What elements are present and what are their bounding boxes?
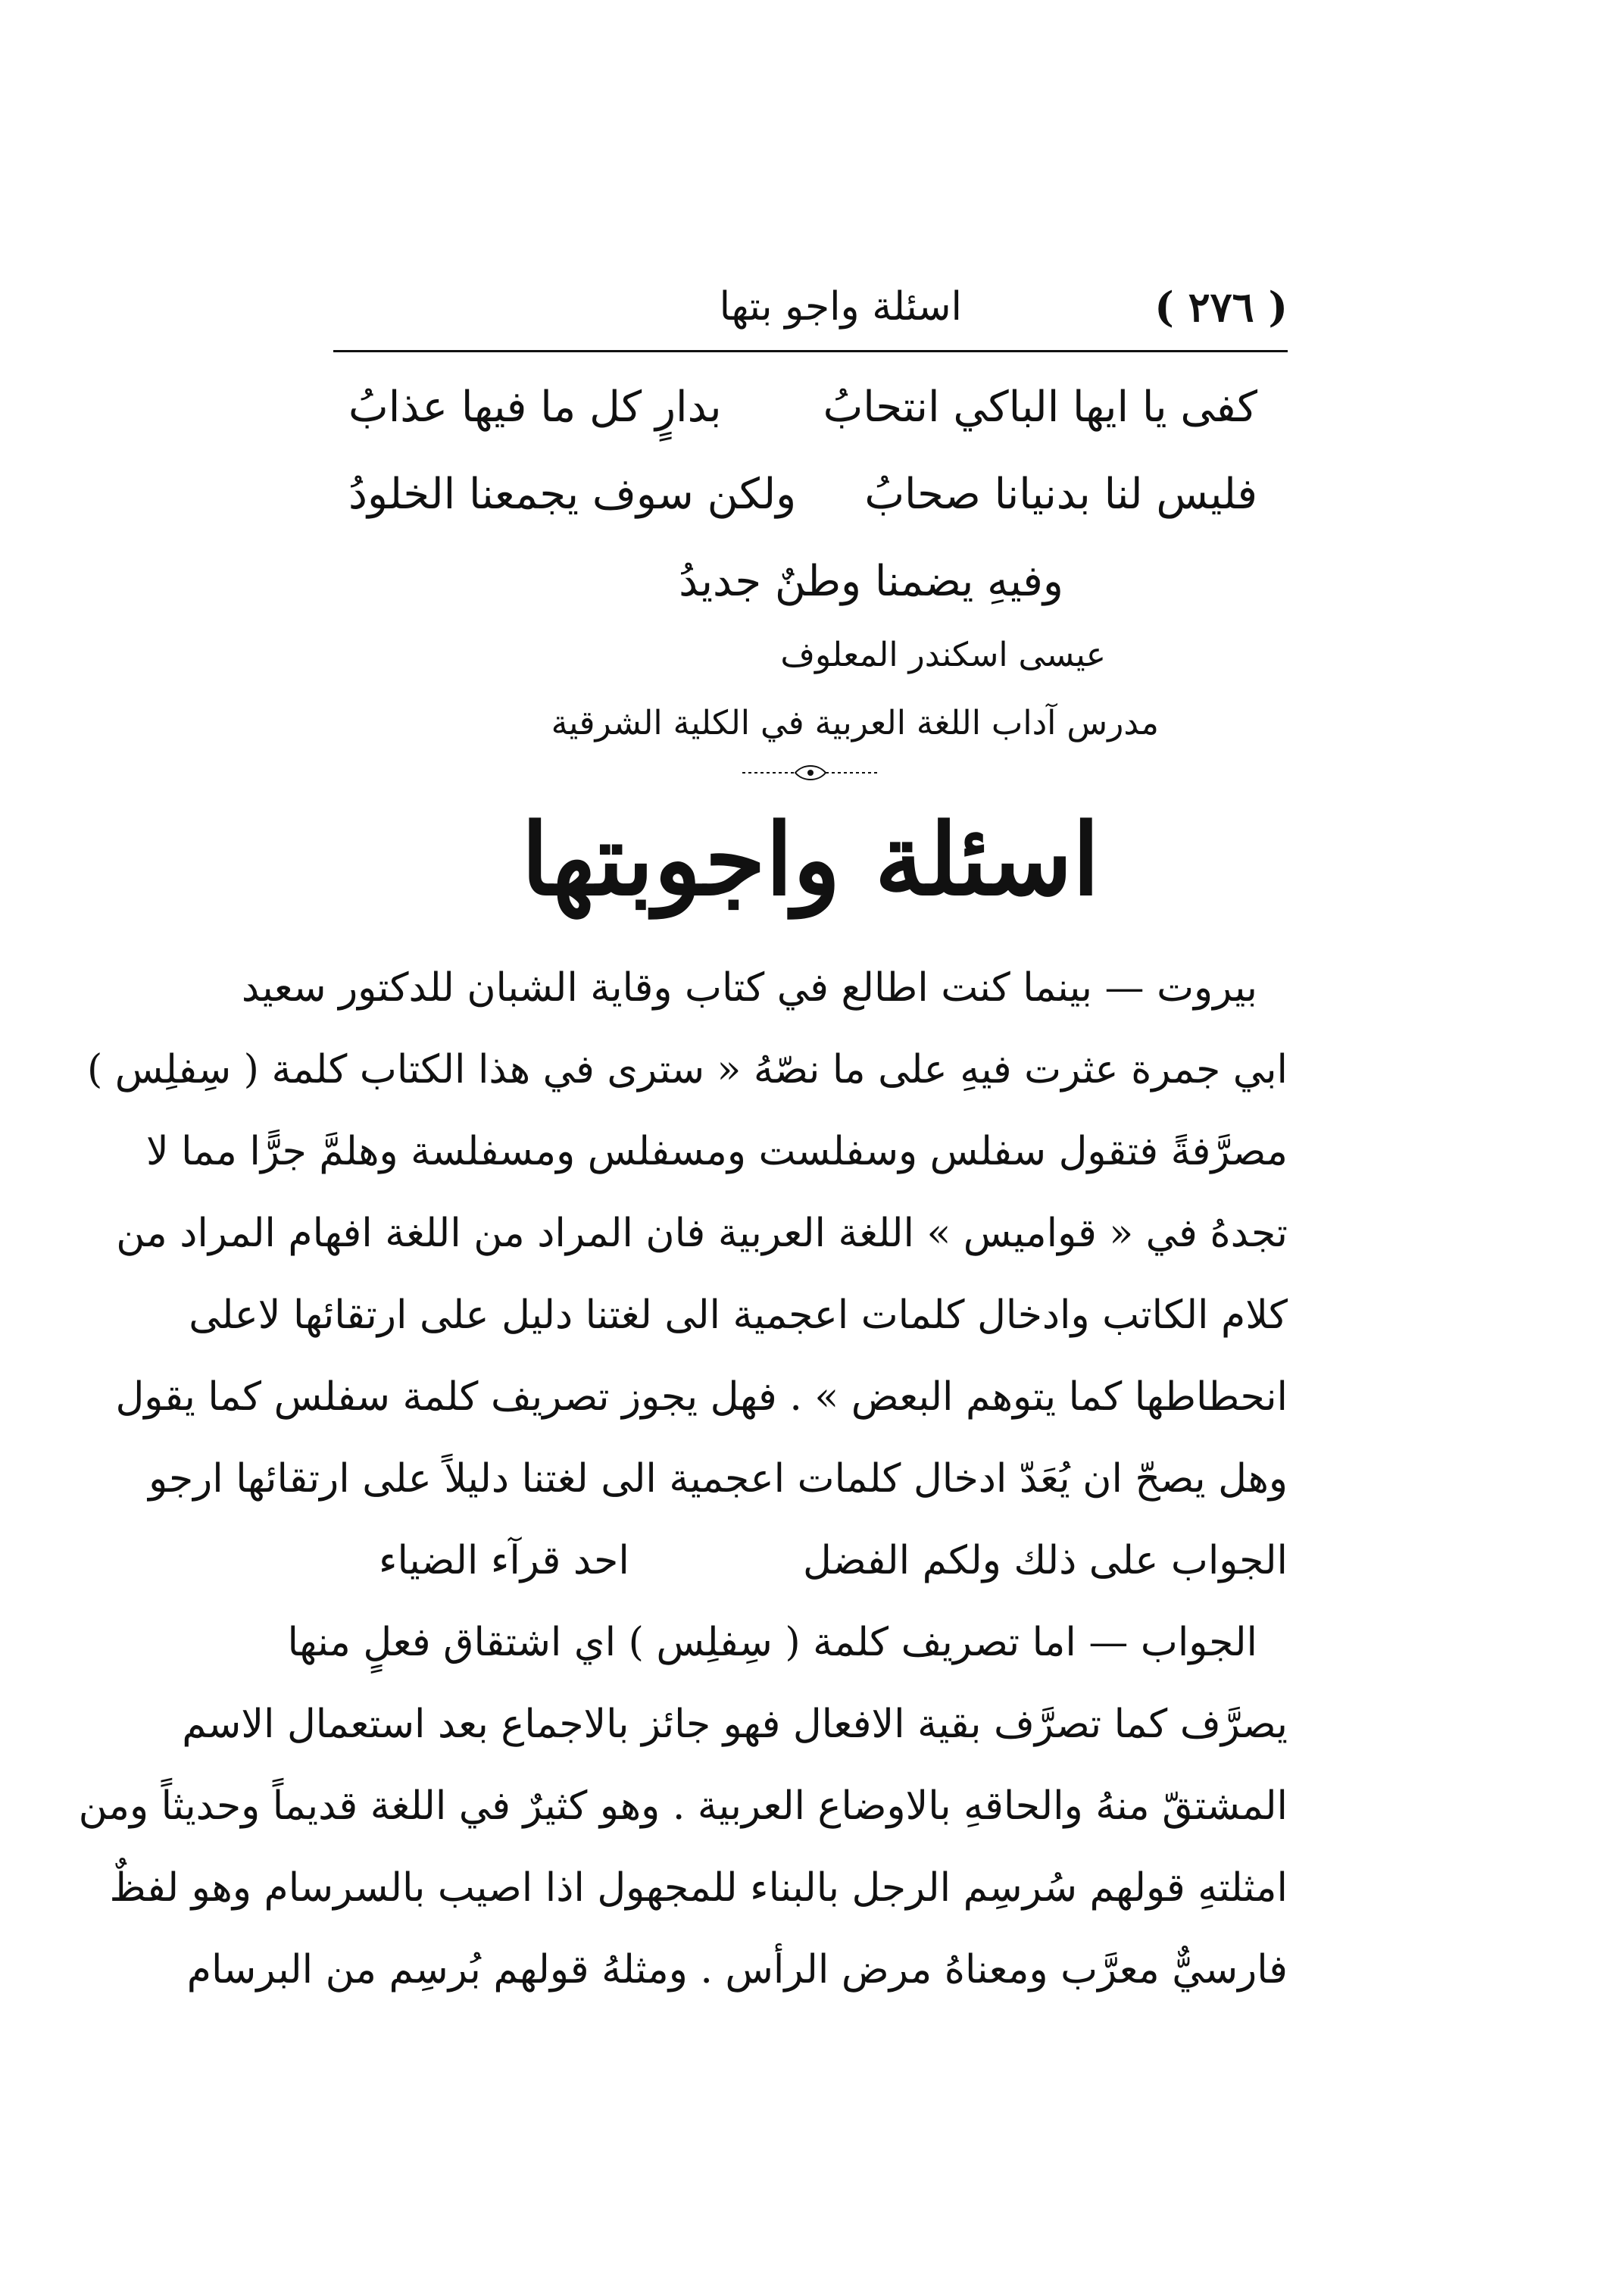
verse-first-hemistich: كفى يا ايها الباكي انتحابُ [823,383,1257,432]
section-title: اسئلة واجوبتها [521,802,1100,917]
header-title: اسئلة واجو بتها [719,284,962,330]
question-signer: احد قرآء الضياء [379,1538,629,1583]
question-line: ابي جمرة عثرت فيهِ على ما نصّهُ « سترى في هذا الكتاب كلمة ( سِفلِس ) [86,1047,1288,1092]
answer-line: الجواب — اما تصريف كلمة ( سِفلِس ) اي اشتقاق فعلٍ منها [287,1620,1257,1665]
verse-final-line: وفيهِ يضمنا وطنٌ جديدُ [679,557,1063,606]
author-name: عيسى اسكندر المعلوف [780,636,1106,674]
body-text [78,947,1288,2011]
verse-second-hemistich: ولكن سوف يجمعنا الخلودُ [348,470,797,519]
question-line: تجدهُ في « قواميس » اللغة العربية فان المراد من اللغة افهام المراد من [116,1211,1288,1256]
header-rule [333,350,1288,352]
question-last-line [333,1520,1288,1602]
page-number: ( ٢٧٦ ) [1154,283,1288,331]
running-header [333,273,1288,341]
question-line: وهل يصحّ ان يُعَدّ ادخال كلمات اعجمية الى لغتنا دليلاً على ارتقائها ارجو [148,1456,1288,1502]
verse-first-hemistich: فليس لنا بدنيانا صحابُ [864,470,1257,519]
question-line: مصرَّفةً فتقول سفلس وسفلست ومسفلس ومسفلسة وهلمَّ جرًّا مما لا [145,1129,1288,1174]
poem [348,364,1257,625]
answer-line: فارسيٌّ معرَّب ومعناهُ مرض الرأس . ومثلهُ قولهم بُرسِم من البرسام [186,1947,1288,1993]
question-closing: الجواب على ذلك ولكم الفضل [803,1538,1288,1583]
answer-line: يصرَّف كما تصرَّف بقية الافعال فهو جائز بالاجماع بعد استعمال الاسم [182,1702,1288,1747]
question-line: كلام الكاتب وادخال كلمات اعجمية الى لغتنا دليل على ارتقائها لاعلى [189,1292,1288,1338]
answer [78,1602,1288,2011]
question-line: انحطاطها كما يتوهم البعض » . فهل يجوز تصريف كلمة سفلس كما يقول [115,1374,1288,1420]
answer-line: المشتقّ منهُ والحاقهِ بالاوضاع العربية . وهو كثيرٌ في اللغة قديماً وحديثاً ومن [78,1783,1288,1829]
author-title: مدرس آداب اللغة العربية في الكلية الشرقية [551,704,1159,742]
answer-line: امثلتهِ قولهم سُرسِم الرجل بالبناء للمجهول اذا اصيب بالسرسام وهو لفظٌ [109,1865,1288,1911]
author-signature [333,621,1288,758]
verse-line [348,364,1257,451]
ornament-divider-icon [735,758,886,788]
question-line: بيروت — بينما كنت اطالع في كتاب وقاية الشبان للدكتور سعيد [241,965,1257,1011]
verse-line [348,451,1257,538]
verse-second-hemistich: بدارٍ كل ما فيها عذابُ [348,383,722,432]
